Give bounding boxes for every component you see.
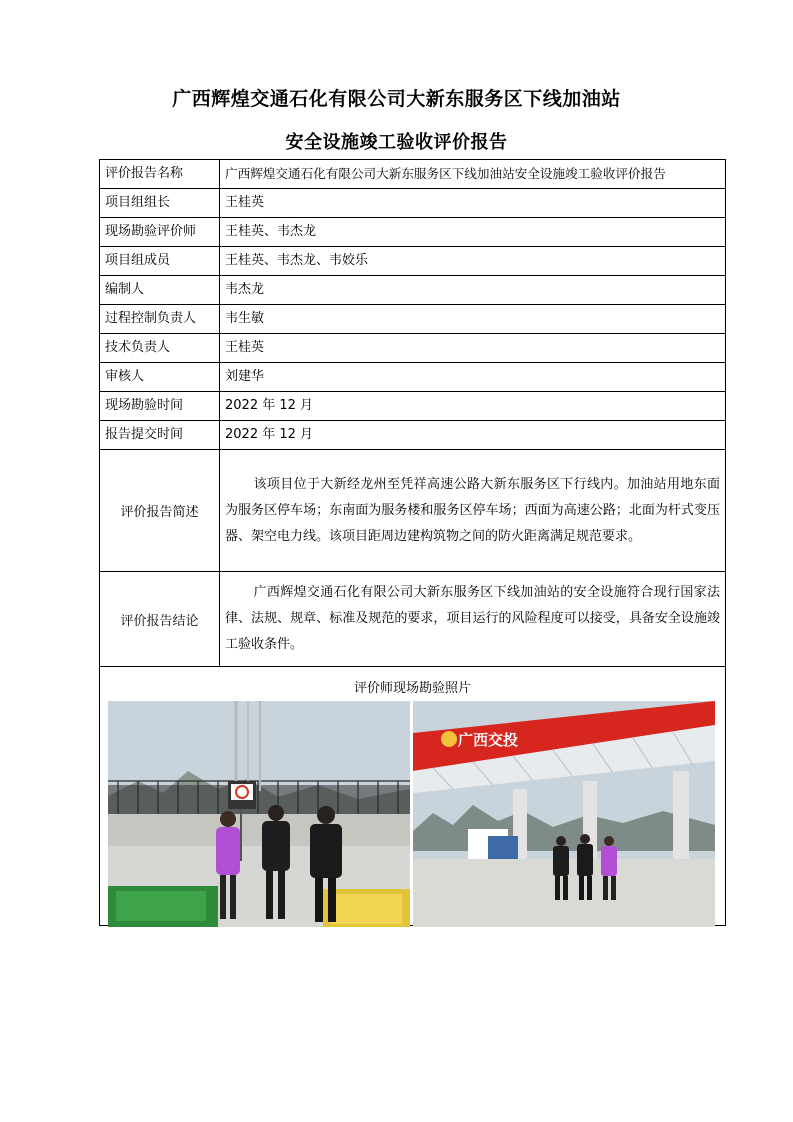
row-label: 现场勘验评价师 <box>100 218 220 247</box>
row-value: 2022 年 12 月 <box>220 421 726 450</box>
table-row <box>100 247 726 276</box>
row-value: 刘建华 <box>220 363 726 392</box>
row-label: 编制人 <box>100 276 220 305</box>
table-row <box>100 334 726 363</box>
summary-row <box>100 450 726 572</box>
conclusion-text: 广西辉煌交通石化有限公司大新东服务区下线加油站的安全设施符合现行国家法律、法规、规章、标准及规范的要求，项目运行的风险程度可以接受，具备安全设施竣工验收条件。 <box>220 572 726 667</box>
site-photo-tank-area <box>108 701 410 927</box>
row-value: 韦生敏 <box>220 305 726 334</box>
row-value: 王桂英、韦杰龙 <box>220 218 726 247</box>
site-photo-gas-station-image <box>413 701 715 927</box>
table-row <box>100 363 726 392</box>
table-row <box>100 160 726 189</box>
photos-caption: 评价师现场勘验照片 <box>353 681 471 696</box>
row-label: 技术负责人 <box>100 334 220 363</box>
row-label: 项目组组长 <box>100 189 220 218</box>
table-row <box>100 305 726 334</box>
table-row <box>100 218 726 247</box>
station-brand-text: 广西交投 <box>457 731 519 749</box>
summary-text: 该项目位于大新经龙州至凭祥高速公路大新东服务区下行线内。加油站用地东面为服务区停车场；东南面为服务楼和服务区停车场；西面为高速公路；北面为杆式变压器、架空电力线。该项目距周边建构筑物之间的防火距离满足规范要求。 <box>220 450 726 572</box>
row-label: 现场勘验时间 <box>100 392 220 421</box>
report-info-table <box>99 159 726 926</box>
row-value: 王桂英 <box>220 334 726 363</box>
site-photo-tank-area-image <box>108 701 410 927</box>
row-value: 王桂英、韦杰龙、韦姣乐 <box>220 247 726 276</box>
conclusion-row <box>100 572 726 667</box>
row-label: 过程控制负责人 <box>100 305 220 334</box>
row-value: 韦杰龙 <box>220 276 726 305</box>
table-row <box>100 421 726 450</box>
photos-cell <box>100 667 726 926</box>
row-value: 2022 年 12 月 <box>220 392 726 421</box>
row-label: 项目组成员 <box>100 247 220 276</box>
table-row <box>100 276 726 305</box>
row-label: 评价报告名称 <box>100 160 220 189</box>
row-value: 王桂英 <box>220 189 726 218</box>
site-photo-gas-station <box>413 701 715 927</box>
document-subtitle: 安全设施竣工验收评价报告 <box>285 132 508 153</box>
photos-row <box>100 667 726 926</box>
photo-strip <box>100 695 725 925</box>
document-title: 广西辉煌交通石化有限公司大新东服务区下线加油站 <box>172 88 621 110</box>
row-label: 报告提交时间 <box>100 421 220 450</box>
table-row <box>100 189 726 218</box>
table-row <box>100 392 726 421</box>
row-label: 审核人 <box>100 363 220 392</box>
conclusion-label: 评价报告结论 <box>100 572 220 667</box>
summary-label: 评价报告简述 <box>100 450 220 572</box>
row-value: 广西辉煌交通石化有限公司大新东服务区下线加油站安全设施竣工验收评价报告 <box>220 160 726 189</box>
